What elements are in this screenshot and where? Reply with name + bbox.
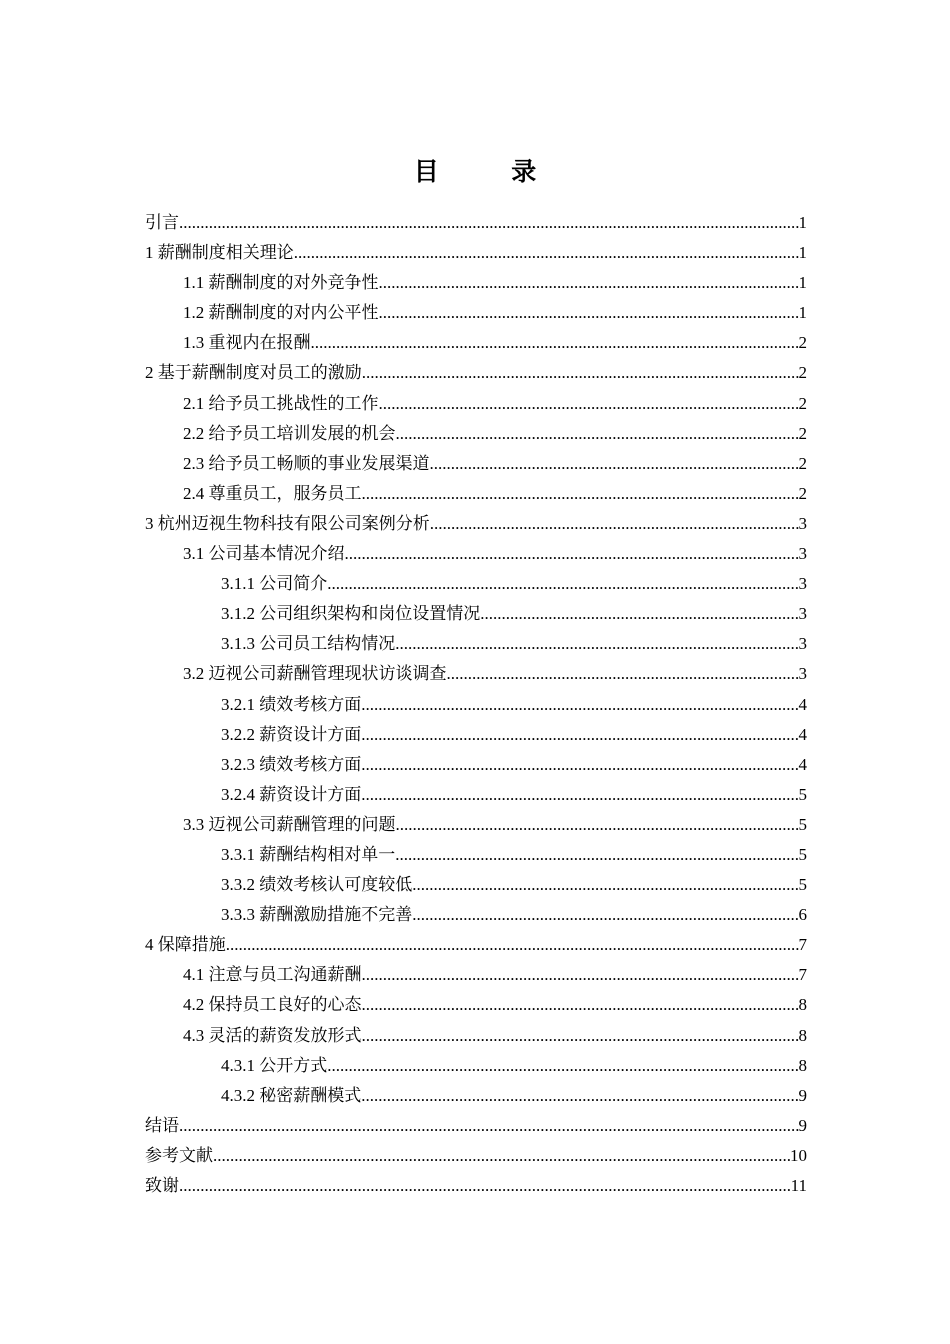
toc-dot-leader	[179, 1111, 799, 1141]
toc-entry-label: 3.1.2 公司组织架构和岗位设置情况	[221, 599, 480, 629]
toc-entry-page-number: 5	[798, 875, 807, 895]
toc-entry[interactable]	[145, 870, 807, 900]
toc-dot-leader	[362, 960, 799, 990]
toc-entry-label: 1 薪酬制度相关理论	[145, 238, 294, 268]
toc-entry-label: 3.3.3 薪酬激励措施不完善	[221, 900, 412, 930]
toc-entry-page-number: 3	[798, 604, 807, 624]
toc-entry-page-number: 2	[798, 393, 807, 413]
toc-entry-label: 2.4 尊重员工，服务员工	[183, 479, 362, 509]
toc-entry-page-number: 9	[798, 1115, 807, 1135]
toc-entry-page-number: 3	[798, 574, 807, 594]
toc-dot-leader	[379, 298, 799, 328]
toc-entry[interactable]	[145, 810, 807, 840]
toc-dot-leader	[379, 268, 799, 298]
toc-entry-label: 4.3 灵活的薪资发放形式	[183, 1021, 362, 1051]
toc-dot-leader	[362, 358, 799, 388]
toc-dot-leader	[430, 509, 799, 539]
toc-entry-page-number: 3	[798, 634, 807, 654]
toc-entry[interactable]	[145, 389, 807, 419]
toc-entry[interactable]	[145, 208, 807, 238]
toc-entry[interactable]	[145, 690, 807, 720]
toc-entry-page-number: 8	[798, 1025, 807, 1045]
toc-entry-page-number: 1	[798, 273, 807, 293]
toc-entry-page-number: 7	[798, 965, 807, 985]
toc-entry-page-number: 8	[798, 995, 807, 1015]
toc-entry-label: 1.3 重视内在报酬	[183, 328, 311, 358]
toc-entry[interactable]	[145, 1171, 807, 1201]
toc-dot-leader	[396, 419, 799, 449]
toc-entry-label: 致谢	[145, 1171, 179, 1201]
toc-entry-page-number: 1	[798, 243, 807, 263]
toc-dot-leader	[226, 930, 799, 960]
toc-entry[interactable]	[145, 539, 807, 569]
toc-entry[interactable]	[145, 629, 807, 659]
toc-entry-page-number: 5	[798, 844, 807, 864]
toc-entry-page-number: 2	[798, 333, 807, 353]
toc-entry[interactable]	[145, 990, 807, 1020]
toc-dot-leader	[412, 900, 798, 930]
toc-entry-page-number: 6	[798, 905, 807, 925]
toc-entry-label: 4.3.2 秘密薪酬模式	[221, 1081, 361, 1111]
toc-entry-label: 4.1 注意与员工沟通薪酬	[183, 960, 362, 990]
toc-entry[interactable]	[145, 900, 807, 930]
toc-entry-label: 2.2 给予员工培训发展的机会	[183, 419, 396, 449]
toc-dot-leader	[430, 449, 799, 479]
toc-entry-page-number: 11	[790, 1176, 807, 1195]
toc-entry-page-number: 5	[798, 814, 807, 834]
toc-entry-label: 4 保障措施	[145, 930, 226, 960]
toc-entry[interactable]	[145, 268, 807, 298]
toc-entry-label: 2 基于薪酬制度对员工的激励	[145, 358, 362, 388]
toc-entry-label: 3.2.1 绩效考核方面	[221, 690, 361, 720]
toc-entry-page-number: 7	[798, 935, 807, 955]
toc-entry-page-number: 5	[798, 784, 807, 804]
toc-entry-label: 4.3.1 公开方式	[221, 1051, 327, 1081]
toc-entry[interactable]	[145, 659, 807, 689]
toc-entry-label: 3 杭州迈视生物科技有限公司案例分析	[145, 509, 430, 539]
toc-entry-label: 3.3 迈视公司薪酬管理的问题	[183, 810, 396, 840]
toc-entry-page-number: 2	[798, 483, 807, 503]
table-of-contents	[145, 208, 807, 1201]
toc-entry[interactable]	[145, 1021, 807, 1051]
toc-dot-leader	[179, 208, 799, 238]
toc-entry-label: 3.1.3 公司员工结构情况	[221, 629, 395, 659]
toc-entry-label: 参考文献	[145, 1141, 213, 1171]
toc-dot-leader	[395, 629, 798, 659]
toc-entry-page-number: 4	[798, 694, 807, 714]
toc-entry-label: 3.2.3 绩效考核方面	[221, 750, 361, 780]
toc-dot-leader	[362, 479, 799, 509]
toc-dot-leader	[361, 720, 798, 750]
toc-dot-leader	[361, 780, 798, 810]
toc-entry-label: 1.2 薪酬制度的对内公平性	[183, 298, 379, 328]
toc-dot-leader	[412, 870, 798, 900]
toc-dot-leader	[311, 328, 799, 358]
toc-entry-page-number: 10	[790, 1145, 807, 1165]
toc-dot-leader	[327, 569, 798, 599]
toc-entry[interactable]	[145, 569, 807, 599]
toc-dot-leader	[395, 840, 798, 870]
toc-entry[interactable]	[145, 780, 807, 810]
toc-entry[interactable]	[145, 358, 807, 388]
toc-entry-label: 3.2.4 薪资设计方面	[221, 780, 361, 810]
toc-entry-label: 3.2.2 薪资设计方面	[221, 720, 361, 750]
toc-entry-page-number: 2	[798, 423, 807, 443]
toc-entry-page-number: 3	[798, 513, 807, 533]
toc-entry[interactable]	[145, 298, 807, 328]
toc-entry-page-number: 3	[798, 664, 807, 684]
toc-dot-leader	[327, 1051, 798, 1081]
toc-entry-label: 1.1 薪酬制度的对外竞争性	[183, 268, 379, 298]
toc-entry[interactable]	[145, 328, 807, 358]
toc-entry[interactable]	[145, 750, 807, 780]
toc-entry-label: 2.3 给予员工畅顺的事业发展渠道	[183, 449, 430, 479]
toc-entry[interactable]	[145, 720, 807, 750]
toc-entry[interactable]	[145, 930, 807, 960]
toc-dot-leader	[361, 1081, 798, 1111]
toc-entry[interactable]	[145, 449, 807, 479]
toc-entry-label: 3.3.2 绩效考核认可度较低	[221, 870, 412, 900]
toc-entry-label: 引言	[145, 208, 179, 238]
toc-dot-leader	[179, 1171, 791, 1201]
toc-entry-page-number: 3	[798, 544, 807, 564]
toc-entry-label: 4.2 保持员工良好的心态	[183, 990, 362, 1020]
toc-entry-label: 3.3.1 薪酬结构相对单一	[221, 840, 395, 870]
toc-dot-leader	[361, 690, 798, 720]
toc-dot-leader	[362, 1021, 799, 1051]
toc-dot-leader	[294, 238, 799, 268]
toc-dot-leader	[480, 599, 798, 629]
toc-dot-leader	[447, 659, 799, 689]
toc-entry-page-number: 4	[798, 754, 807, 774]
toc-dot-leader	[362, 990, 799, 1020]
toc-entry-page-number: 2	[798, 453, 807, 473]
toc-entry-page-number: 9	[798, 1085, 807, 1105]
toc-entry-label: 3.1 公司基本情况介绍	[183, 539, 345, 569]
toc-dot-leader	[213, 1141, 790, 1171]
toc-entry-page-number: 8	[798, 1055, 807, 1075]
toc-entry[interactable]	[145, 479, 807, 509]
toc-dot-leader	[345, 539, 799, 569]
toc-dot-leader	[396, 810, 799, 840]
toc-entry[interactable]	[145, 1111, 807, 1141]
toc-entry-label: 结语	[145, 1111, 179, 1141]
toc-entry-page-number: 2	[798, 363, 807, 383]
toc-entry-page-number: 1	[798, 303, 807, 323]
toc-entry-label: 3.1.1 公司简介	[221, 569, 327, 599]
toc-entry[interactable]	[145, 1141, 807, 1171]
toc-entry[interactable]	[145, 840, 807, 870]
toc-dot-leader	[361, 750, 798, 780]
toc-entry[interactable]	[145, 960, 807, 990]
toc-entry[interactable]	[145, 509, 807, 539]
toc-entry[interactable]	[145, 599, 807, 629]
toc-entry-label: 3.2 迈视公司薪酬管理现状访谈调查	[183, 659, 447, 689]
toc-entry[interactable]	[145, 1081, 807, 1111]
toc-entry-page-number: 1	[798, 213, 807, 232]
toc-entry[interactable]	[145, 238, 807, 268]
toc-entry[interactable]	[145, 419, 807, 449]
toc-title: 目 录	[413, 157, 560, 186]
toc-dot-leader	[379, 389, 799, 419]
toc-entry-label: 2.1 给予员工挑战性的工作	[183, 389, 379, 419]
toc-entry-page-number: 4	[798, 724, 807, 744]
toc-entry[interactable]	[145, 1051, 807, 1081]
